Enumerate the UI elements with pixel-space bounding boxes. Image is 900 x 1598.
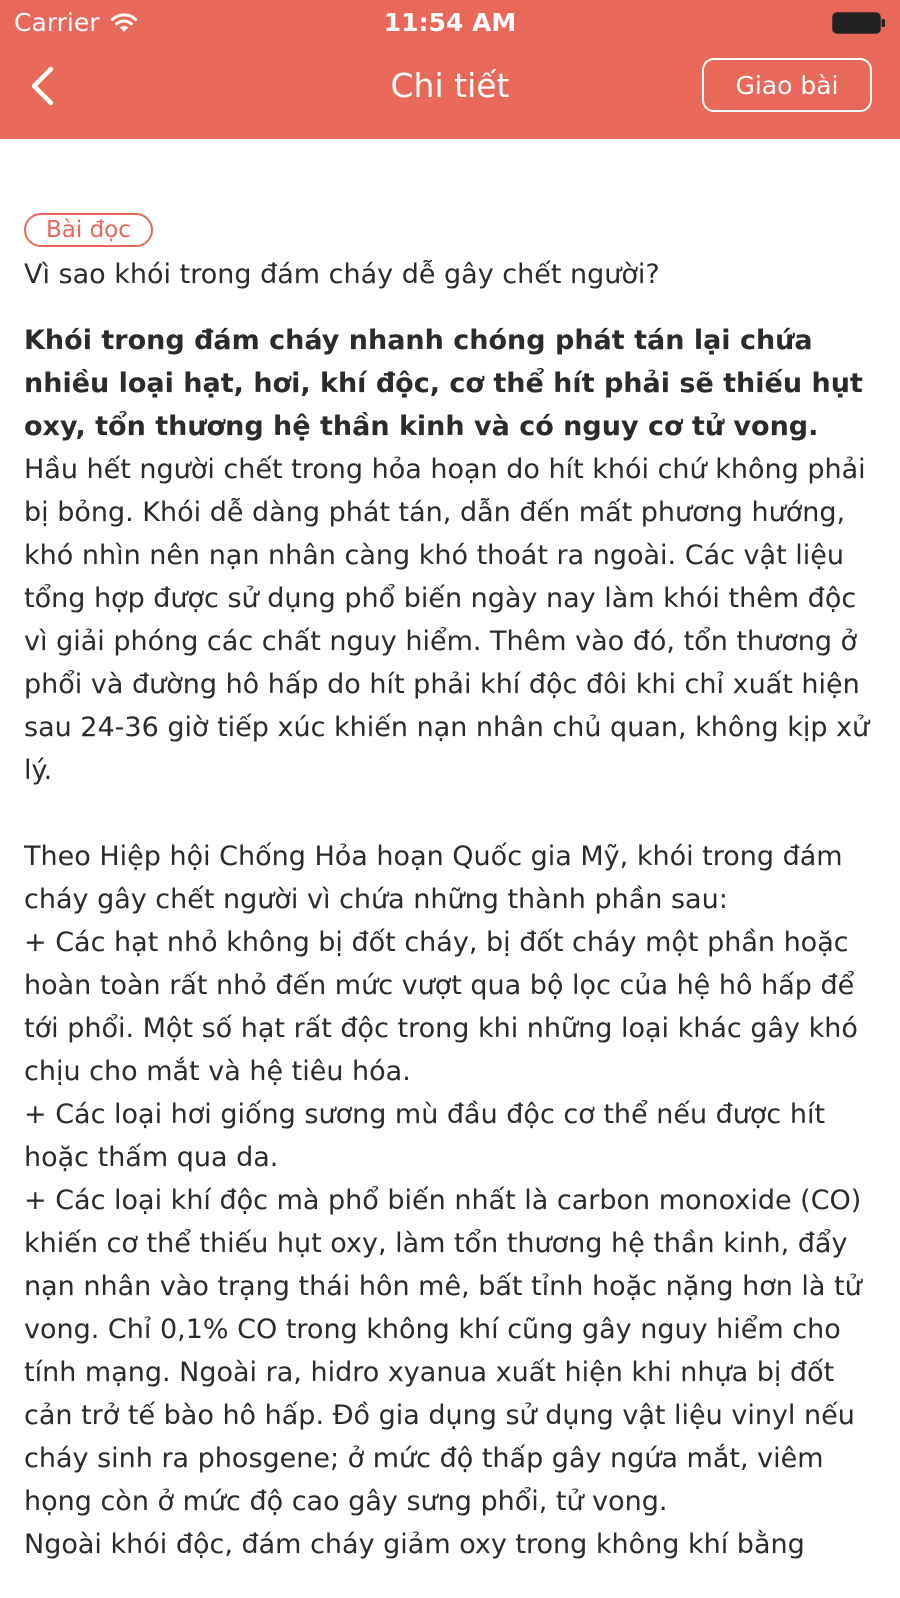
article-lead: Khói trong đám cháy nhanh chóng phát tán lại chứa nhiều loại hạt, hơi, khí độc, cơ thể hít phải sẽ thiếu hụt oxy, tổn thương hệ thần kinh và có nguy cơ tử vong. — [24, 325, 863, 442]
battery-icon — [832, 12, 886, 34]
status-bar — [0, 0, 900, 46]
navigation-header — [0, 0, 900, 139]
submit-assignment-button[interactable] — [702, 58, 872, 112]
article-list-item: + Các loại hơi giống sương mù đầu độc cơ thể nếu được hít hoặc thấm qua da. — [24, 1099, 826, 1173]
article-list-item: + Các hạt nhỏ không bị đốt cháy, bị đốt cháy một phần hoặc hoàn toàn rất nhỏ đến mức vượt qua bộ lọc của hệ hô hấp để tới phổi. Một số hạt rất độc trong khi những loại khác gây khó chịu cho mắt và hệ tiêu hóa. — [24, 927, 858, 1087]
carrier-label: Carrier — [14, 8, 100, 37]
reading-tag-badge: Bài đọc — [24, 213, 153, 247]
article-paragraph: Theo Hiệp hội Chống Hỏa hoạn Quốc gia Mỹ, khói trong đám cháy gây chết người vì chứa những thành phần sau: — [24, 841, 843, 915]
submit-button-label: Giao bài — [735, 70, 839, 100]
status-time: 11:54 AM — [383, 8, 517, 37]
chevron-left-icon — [29, 66, 55, 106]
back-button[interactable] — [22, 62, 62, 110]
article-title: Vì sao khói trong đám cháy dễ gây chết người? — [24, 259, 660, 290]
page-title: Chi tiết — [390, 66, 510, 105]
paragraph-spacer — [24, 792, 882, 835]
article-paragraph: Hầu hết người chết trong hỏa hoạn do hít khói chứ không phải bị bỏng. Khói dễ dàng phát tán, dẫn đến mất phương hướng, khó nhìn nên nạn nhân càng khó thoát ra ngoài. Các vật liệu tổng hợp được sử dụng phổ biến ngày nay làm khói thêm độc vì giải phóng các chất nguy hiểm. Thêm vào đó, tổn thương ở phổi và đường hô hấp do hít phải khí độc đôi khi chỉ xuất hiện sau 24-36 giờ tiếp xúc khiến nạn nhân chủ quan, không kịp xử lý. — [24, 454, 870, 786]
article-content — [24, 213, 882, 1566]
article-body — [24, 319, 882, 1566]
article-list-item: + Các loại khí độc mà phổ biến nhất là carbon monoxide (CO) khiến cơ thể thiếu hụt oxy, làm tổn thương hệ thần kinh, đẩy nạn nhân vào trạng thái hôn mê, bất tỉnh hoặc nặng hơn là tử vong. Chỉ 0,1% CO trong không khí cũng gây nguy hiểm cho tính mạng. Ngoài ra, hidro xyanua xuất hiện khi nhựa bị đốt cản trở tế bào hô hấp. Đồ gia dụng sử dụng vật liệu vinyl nếu cháy sinh ra phosgene; ở mức độ thấp gây ngứa mắt, viêm họng còn ở mức độ cao gây sưng phổi, tử vong. — [24, 1185, 862, 1517]
article-paragraph: Ngoài khói độc, đám cháy giảm oxy trong không khí bằng — [24, 1529, 805, 1560]
